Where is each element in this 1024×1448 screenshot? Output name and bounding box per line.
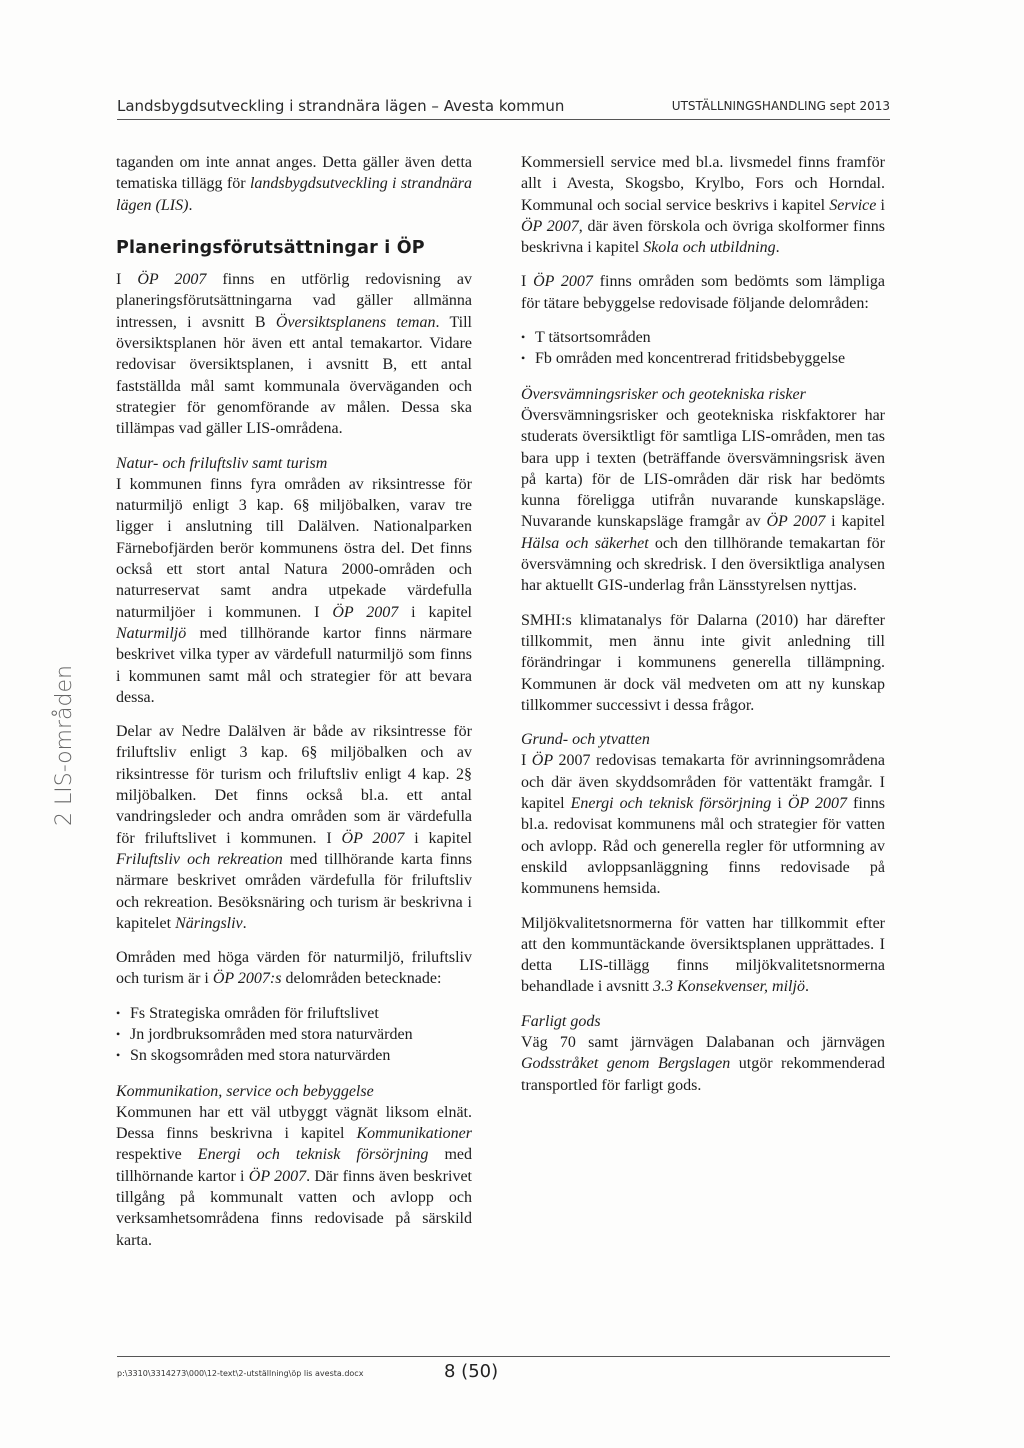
italic-run: ÖP 2007: [521, 217, 579, 235]
text-run: finns en utförlig redovisning av planeringsförutsättningarna vad gäller allmänna intressen, i avsnitt B: [116, 271, 472, 331]
left-column: [116, 152, 472, 1264]
paragraph: [116, 152, 472, 216]
text-run: i: [876, 196, 885, 214]
italic-run: ÖP 2007: [787, 795, 847, 813]
paragraph-body: [521, 1034, 885, 1094]
list-item: • Fb områden med koncentrerad fritidsbebyggelse: [521, 348, 885, 369]
paragraph-body: [116, 1104, 472, 1249]
text-run: utgör rekommenderad transportled för farligt gods.: [521, 1055, 885, 1094]
italic-run: ÖP 2007: [766, 513, 826, 531]
text-run: finns områden som bedömts som lämpliga för tätare bebyggelse redovisade följande delområden:: [521, 273, 885, 312]
text-run: I: [521, 752, 532, 770]
italic-run: landsbygdsutveckling i strandnära lägen (LIS): [116, 175, 472, 214]
italic-run: Hälsa och säkerhet: [521, 534, 649, 552]
text-run: Översvämningsrisker och geotekniska riskfaktorer har studerats översiktligt för samtliga LIS-områden, men tas bara upp i texten (beträffande översvämningsrisk även på karta) för de LIS-områden där risk har bedömts kunna föreligga utifrån nuvarande kunskapsläge. Nuvarande kunskapsläge framgår av: [521, 406, 885, 531]
paragraph: [521, 271, 885, 314]
text-run: Väg 70 samt järnvägen Dalabanan och järnvägen: [521, 1033, 885, 1051]
paragraph: [116, 1081, 472, 1251]
italic-run: ÖP 2007: [332, 603, 399, 621]
italic-run: Service: [829, 196, 877, 214]
paragraph: [521, 610, 885, 716]
paragraph: [521, 152, 885, 258]
subheading: Översvämningsrisker och geotekniska risker: [521, 385, 806, 403]
text-run: Miljökvalitetsnormerna för vatten har tillkommit efter att den kommuntäckande översiktsplanen upprättades. I detta LIS-tillägg finns miljökvalitetsnormerna behandlade i avsnitt: [521, 914, 885, 996]
text-run: .: [188, 196, 193, 214]
subheading: Farligt gods: [521, 1012, 601, 1030]
text-run: . Där finns även beskrivet tillgång på kommunalt vatten och avlopp och verksamhetsområdena finns redovisade på särskild karta.: [116, 1167, 472, 1249]
paragraph: [521, 1011, 885, 1096]
paragraph: [116, 453, 472, 709]
text-run: .: [775, 239, 780, 257]
italic-run: Näringsliv: [175, 914, 243, 932]
page-footer: [117, 1356, 890, 1382]
italic-run: 3.3 Konsekvenser, miljö: [652, 978, 805, 996]
italic-run: ÖP 2007: [533, 273, 593, 291]
list-item: • T tätsortsområden: [521, 327, 885, 348]
section-side-tab: [47, 660, 81, 830]
paragraph-body: [521, 752, 885, 897]
file-path: p:\3310\3314273\000\12-text\2-utställning\öp lis avesta.docx: [117, 1369, 364, 1378]
paragraph: [116, 269, 472, 439]
text-run: och den tillhörande temakartan för översvämning och skredrisk. I den översiktliga analysen har aktuellt GIS-underlag från Länsstyrelsen nyttjas.: [521, 534, 885, 595]
paragraph: [521, 729, 885, 899]
italic-run: Kommunikationer: [356, 1125, 472, 1143]
list-item: • Jn jordbruksområden med stora naturvärden: [116, 1024, 472, 1045]
italic-run: Översiktsplanens teman: [275, 313, 436, 331]
subheading: Natur- och friluftsliv samt turism: [116, 454, 328, 472]
list-item: • Fs Strategiska områden för friluftslivet: [116, 1003, 472, 1024]
text-run: , där även förskola och övriga skolformer finns beskrivna i kapitel: [521, 217, 885, 257]
paragraph-body: [116, 476, 472, 706]
paragraph: [116, 721, 472, 934]
text-run: delområden betecknade:: [281, 970, 442, 988]
text-run: finns bl.a. redovisat kommunens mål och strategier för vatten och avlopp. Råd och generella regler för utformning av enskild avloppsanläggning finns redovisade på kommunens hemsida.: [521, 795, 886, 898]
document-title: Landsbygdsutveckling i strandnära lägen – Avesta kommun: [117, 97, 565, 115]
paragraph-body: [521, 407, 885, 594]
italic-run: Energi och teknisk försörjning: [197, 1146, 429, 1164]
italic-run: ÖP: [531, 752, 554, 770]
paragraph: [521, 384, 885, 597]
text-run: . Till översiktsplanen hör även ett antal temakartor. Vidare redovisar översiktsplanen, i avsnitt B, ett antal fastställda mål samt kommunala överväganden och strategier för genomförande av målen. Dessa ska tillämpas vad gäller LIS-områdena.: [116, 313, 473, 438]
text-run: .: [804, 978, 809, 996]
section-heading: Planeringsförutsättningar i ÖP: [116, 237, 425, 258]
bullet-list: [521, 327, 885, 370]
text-run: Områden med höga värden för naturmiljö, friluftsliv och turism är i: [116, 949, 472, 988]
text-run: SMHI:s klimatanalys för Dalarna (2010) har därefter tillkommit, men ännu inte givit anledning till förändringar i kommunens generella tillämpning. Kommunen är dock väl medveten om att ny kunskap tillkommer successivt i dessa frågor.: [521, 611, 885, 714]
text-run: i kapitel: [404, 829, 472, 847]
bullet-list: [116, 1003, 472, 1067]
italic-run: Energi och teknisk försörjning: [570, 795, 772, 813]
italic-run: ÖP 2007: [248, 1167, 307, 1185]
document-status: UTSTÄLLNINGSHANDLING sept 2013: [671, 99, 890, 113]
subheading: Kommunikation, service och bebyggelse: [116, 1082, 374, 1100]
text-run: med tillhörnande kartor i: [116, 1146, 473, 1185]
section-side-tab-label: 2 LIS-områden: [51, 664, 77, 826]
paragraph: [116, 947, 472, 990]
list-item: • Sn skogsområden med stora naturvärden: [116, 1045, 472, 1066]
text-run: i: [771, 795, 788, 813]
italic-run: Skola och utbildning: [643, 239, 776, 257]
text-run: Kommunen har ett väl utbyggt vägnät liksom elnät. Dessa finns beskrivna i kapitel: [116, 1103, 472, 1143]
text-run: I: [521, 273, 534, 291]
text-run: I kommunen finns fyra områden av riksintresse för naturmiljö enligt 3 kap. 6§ miljöbalken, varav tre ligger i anslutning till Dalälven. Nationalparken Färnebofjärden berör kommunens östra del. Det finns också ett stort antal Natura 2000-områden och naturreservat samt andra utpekade värdefulla naturmiljöer i kommunen. I: [116, 475, 472, 621]
text-run: I: [116, 271, 138, 289]
text-run: i kapitel: [825, 513, 885, 531]
italic-run: ÖP 2007: [137, 271, 207, 289]
italic-run: Friluftsliv och rekreation: [116, 850, 283, 868]
subheading: Grund- och ytvatten: [521, 731, 650, 749]
text-run: med tillhörande karta finns närmare beskrivet områden värdefulla för friluftsliv och rekreation. Besöksnäring och turism är beskrivna i kapitelet: [116, 850, 472, 932]
text-run: .: [242, 914, 247, 932]
right-column: [521, 152, 885, 1109]
page-header: [117, 97, 890, 120]
text-run: Kommersiell service med bl.a. livsmedel finns framför allt i Avesta, Skogsbo, Krylbo, Fors och Horndal. Kommunal och social service beskrivs i kapitel: [521, 154, 885, 214]
page-number: 8 (50): [444, 1361, 499, 1382]
text-run: taganden om inte annat anges. Detta gäller även detta tematiska tillägg för: [116, 154, 472, 193]
text-run: 2007 redovisas temakarta för avrinningsområdena och där även skyddsområden för vattentäkt framgår. I kapitel: [521, 752, 886, 813]
italic-run: ÖP 2007:s: [212, 970, 282, 988]
italic-run: Naturmiljö: [116, 624, 187, 642]
italic-run: Godsstråket genom Bergslagen: [521, 1055, 731, 1073]
paragraph: [521, 913, 885, 998]
text-run: med tillhörande kartor finns närmare beskrivet vilka typer av värdefull naturmiljö som finns i kommunen samt mål och strategier för att bevara dessa.: [116, 624, 472, 706]
italic-run: ÖP 2007: [341, 829, 405, 847]
text-run: i kapitel: [398, 603, 472, 621]
text-run: Delar av Nedre Dalälven är både av riksintresse för friluftsliv enligt 3 kap. 6§ miljöbalken och av riksintresse för turism och friluftsliv enligt 4 kap. 2§ miljöbalken. Det finns också bl.a. ett antal vandringsleder och andra områden som är värdefulla för friluftslivet i kommunen. I: [116, 723, 472, 847]
text-run: respektive: [116, 1146, 198, 1164]
